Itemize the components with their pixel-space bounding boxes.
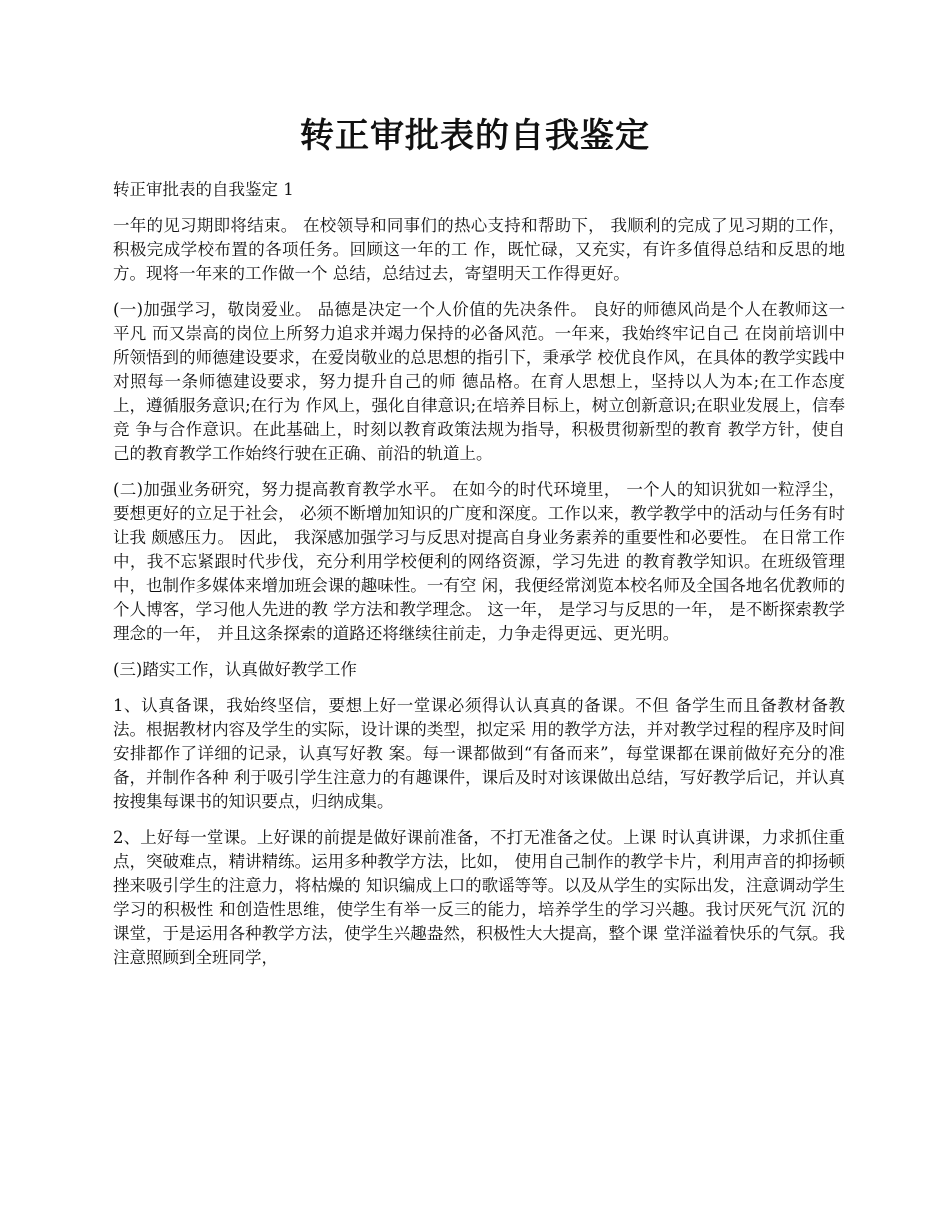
paragraph-item-2: 2、上好每一堂课。上好课的前提是做好课前准备，不打无准备之仗。上课 时认真讲课，力求抓住重点，突破难点，精讲精练。运用多种教学方法，比如， 使用自己制作的教学卡片，利用声音的抑扬顿挫来吸引学生的注意力，将枯燥的 知识编成上口的歌谣等等。以及从学生的实际出发，注意调动学生学习的积极性 和创造性思维，使学生有举一反三的能力，培养学生的学习兴趣。我讨厌死气沉 沉的课堂，于是运用各种教学方法，使学生兴趣盎然，积极性大大提高，整个课 堂洋溢着快乐的气氛。我注意照顾到全班同学，: [113, 828, 845, 967]
document-subtitle: 转正审批表的自我鉴定 1: [113, 180, 294, 199]
paragraph-intro: 一年的见习期即将结束。 在校领导和同事们的热心支持和帮助下， 我顺利的完成了见习期的工作，积极完成学校布置的各项任务。回顾这一年的工 作，既忙碌，又充实，有许多值得总结和反思的地方。现将一年来的工作做一个 总结，总结过去，寄望明天工作得更好。: [113, 216, 845, 283]
paragraph-section-2: (二)加强业务研究，努力提高教育教学水平。 在如今的时代环境里， 一个人的知识犹如一粒浮尘， 要想更好的立足于社会， 必须不断增加知识的广度和深度。工作以来，教学教学中的活动与任务有时让我 颇感压力。 因此， 我深感加强学习与反思对提高自身业务素养的重要性和必要性。 在日常工作中，我不忘紧跟时代步伐，充分利用学校便利的网络资源，学习先进 的教育教学知识。在班级管理中，也制作多媒体来增加班会课的趣味性。一有空 闲，我便经常浏览本校名师及全国各地名优教师的个人博客，学习他人先进的教 学方法和教学理念。 这一年， 是学习与反思的一年， 是不断探索教学理念的一年， 并且这条探索的道路还将继续往前走，力争走得更远、更光明。: [113, 480, 845, 643]
document-body: [113, 178, 845, 982]
paragraph-section-1: (一)加强学习，敬岗爱业。 品德是决定一个人价值的先决条件。 良好的师德风尚是个人在教师这一平凡 而又崇高的岗位上所努力追求并竭力保持的必备风范。一年来，我始终牢记自己 在岗前培训中所领悟到的师德建设要求，在爱岗敬业的总思想的指引下，秉承学 校优良作风，在具体的教学实践中对照每一条师德建设要求，努力提升自己的师 德品格。在育人思想上，坚持以人为本;在工作态度上，遵循服务意识;在行为 作风上，强化自律意识;在培养目标上，树立创新意识;在职业发展上，信奉竞 争与合作意识。在此基础上，时刻以教育政策法规为指导，积极贯彻新型的教育 教学方针，使自己的教育教学工作始终行驶在正确、前沿的轨道上。: [113, 300, 845, 463]
document-title: 转正审批表的自我鉴定: [300, 116, 650, 156]
paragraph-section-3-heading: (三)踏实工作，认真做好教学工作: [113, 660, 357, 679]
paragraph-item-1: 1、认真备课，我始终坚信，要想上好一堂课必须得认认真真的备课。不但 备学生而且备教材备教法。根据教材内容及学生的实际，设计课的类型，拟定采 用的教学方法，并对教学过程的程序及时间安排都作了详细的记录，认真写好教 案。每一课都做到“有备而来”，每堂课都在课前做好充分的准备，并制作各种 利于吸引学生注意力的有趣课件，课后及时对该课做出总结，写好教学后记，并认真按搜集每课书的知识要点，归纳成集。: [113, 696, 845, 811]
